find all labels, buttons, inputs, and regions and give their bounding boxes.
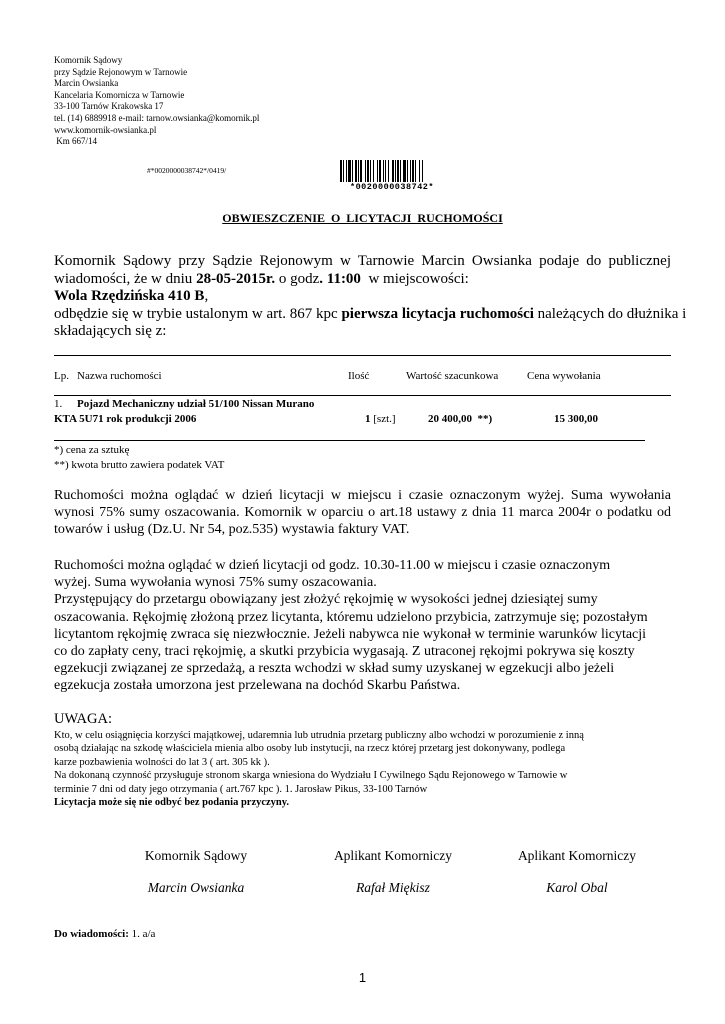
sender-line: www.komornik-owsianka.pl: [54, 124, 157, 135]
paragraph-line: towarów i usług (Dz.U. Nr 54, poz.535) wystawia faktury VAT.: [54, 522, 410, 538]
footnote: *) cena za sztukę: [54, 444, 130, 456]
table-row: [54, 413, 196, 425]
header-lp: Lp.: [54, 370, 69, 382]
signature-name: Rafał Miękisz: [356, 880, 430, 895]
intro-text: odbędzie się w trybie ustalonym w art. 867 kpc: [54, 305, 342, 322]
table-bottom-rule: [54, 440, 645, 441]
barcode-bar: [370, 160, 371, 182]
barcode-bar: [379, 160, 381, 182]
barcode-bar: [346, 160, 347, 182]
uwaga-line: terminie 7 dni od daty jego otrzymania ( art.767 kpc ). 1. Jarosław Pikus, 33-100 Tarnów: [54, 783, 428, 795]
table-row: [54, 398, 314, 410]
uwaga-block: [54, 729, 584, 809]
footnote: **) kwota brutto zawiera podatek VAT: [54, 458, 225, 471]
barcode-bar: [419, 160, 420, 182]
paragraph-line: wynosi 75% sumy oszacowania. Komornik w oparciu o art.18 ustawy z dnia 11 marca 2004r o podatku od: [54, 505, 671, 521]
barcode-bar: [392, 160, 394, 182]
row-qty: [365, 413, 396, 425]
paragraph-line: Przystępujący do przetargu obowiązany jest złożyć rękojmię w wysokości jednej dziesiątej sumy: [54, 592, 598, 608]
terms-paragraph: [54, 557, 654, 695]
signature-name: Karol Obal: [546, 880, 608, 895]
barcode-bar: [358, 160, 359, 182]
sender-line: tel. (14) 6889918 e-mail: tarnow.owsianka@komornik.pl: [54, 112, 260, 123]
barcode-bar: [365, 160, 366, 182]
intro-text: o godz: [275, 270, 320, 287]
paragraph-line: oszacowania. Rękojmię złożoną przez licytanta, któremu udzielono przybicia, zatrzymuje się; pozostałym: [54, 609, 648, 625]
barcode-bar: [412, 160, 414, 182]
distribution-note: [54, 928, 155, 940]
intro-line-2: [54, 271, 671, 289]
signature-role: Aplikant Komorniczy: [517, 848, 637, 863]
intro-line-1: Komornik Sądowy przy Sądzie Rejonowym w Tarnowie Marcin Owsianka podaje do publicznej: [54, 253, 671, 269]
paragraph-line: Ruchomości można oglądać w dzień licytacji od godz. 10.30-11.00 w miejscu i czasie oznaczonym: [54, 558, 611, 573]
header-name: Nazwa ruchomości: [77, 370, 162, 382]
row-value: 20 400,00 **): [428, 413, 493, 425]
paragraph-line: co do zapłaty ceny, traci rękojmię, a skutki przybicia wygasają. Z utraconej rękojmi pokrywa się koszty: [54, 644, 635, 660]
viewing-paragraph: [54, 487, 671, 539]
reference-code: #*0020000038742*/0419/: [147, 166, 227, 175]
signature-name: Marcin Owsianka: [147, 880, 245, 895]
uwaga-closing: [54, 796, 584, 809]
header-value: Wartość szacunkowa: [406, 370, 499, 382]
row-name-line-1: Pojazd Mechaniczny udział 51/100 Nissan Murano: [77, 398, 315, 410]
barcode-bar: [340, 160, 342, 182]
intro-text: ,: [204, 288, 209, 304]
uwaga-line: karze pozbawienia wolności do lat 3 ( art. 305 kk ).: [54, 756, 270, 768]
uwaga-line: Na dokonaną czynność przysługuje stronom skarga wniesiona do Wydziału I Cywilnego Sądu Rejonowego w Tarnowie w: [54, 770, 568, 782]
auction-type: pierwsza licytacja ruchomości: [341, 305, 534, 322]
barcode-bar: [360, 160, 362, 182]
barcode-bar: [407, 160, 408, 182]
sender-line: 33-100 Tarnów Krakowska 17: [54, 101, 164, 112]
distribution-value: 1. a/a: [128, 928, 156, 940]
uwaga-line: osobą działając na szkodę właściciela mienia albo osoby lub instytucji, na rzecz której przetarg jest dokonywany, podlega: [54, 743, 566, 755]
signature-role: Komornik Sądowy: [144, 848, 248, 863]
auction-time: . 11:00: [319, 270, 361, 287]
paragraph-line: egzekucji związanej ze sprzedażą, a reszta wchodzi w skład sumy uzyskanej w egzekucji albo jeżeli: [54, 661, 615, 677]
paragraph-line: licytantom rękojmię zwraca się niezwłocznie. Jeżeli nabywca nie wykonał w terminie warunków licytacji: [54, 626, 647, 642]
uwaga-line: Kto, w celu osiągnięcia korzyści majątkowej, udaremnia lub utrudnia przetarg publiczny albo wchodzi w porozumienie z inną: [54, 730, 584, 741]
barcode-bar: [415, 160, 416, 182]
table-footnotes: [54, 443, 224, 472]
barcode-bar: [422, 160, 423, 182]
barcode-bar: [377, 160, 378, 182]
barcode-bar: [403, 160, 406, 182]
paragraph-line: Ruchomości można oglądać w dzień licytacji w miejscu i czasie oznaczonym wyżej. Suma wywołania: [54, 488, 671, 503]
uwaga-closing-text: Licytacja może się nie odbyć bez podania przyczyny.: [54, 797, 290, 809]
table-header-rule: [54, 395, 671, 396]
barcode-bar: [348, 160, 351, 182]
document-title: OBWIESZCZENIE O LICYTACJI RUCHOMOŚCI: [222, 211, 503, 225]
page-number: 1: [358, 970, 367, 985]
signature-role: Aplikant Komorniczy: [333, 848, 453, 863]
header-price: Cena wywołania: [527, 370, 601, 382]
distribution-label: Do wiadomości:: [54, 928, 129, 940]
intro-line-5: składających się z:: [54, 323, 167, 339]
uwaga-heading: UWAGA:: [54, 711, 112, 727]
row-lp: 1.: [54, 398, 63, 410]
barcode-bar: [352, 160, 353, 182]
intro-text: wiadomości, że w dniu: [54, 270, 197, 287]
header-qty: Ilość: [348, 370, 370, 382]
barcode-bar: [343, 160, 344, 182]
intro-line-4: [54, 305, 687, 324]
barcode-bar: [383, 160, 384, 182]
sender-address-block: [54, 55, 259, 148]
row-qty-value: 1: [365, 413, 371, 425]
barcode-bar: [367, 160, 369, 182]
barcode-bar: [388, 160, 389, 182]
barcode-bar: [397, 160, 399, 182]
intro-line-3: [54, 288, 671, 306]
sender-line: przy Sądzie Rejonowym w Tarnowie: [54, 66, 188, 77]
barcode-bar: [410, 160, 411, 182]
paragraph-line: wyżej. Suma wywołania wynosi 75% sumy oszacowania.: [54, 575, 377, 591]
sender-line: Kancelaria Komornicza w Tarnowie: [54, 89, 185, 100]
auction-date: 28-05-2015r.: [196, 270, 276, 287]
barcode-bar: [385, 160, 386, 182]
barcode-text: *0020000038742*: [349, 182, 434, 192]
intro-text: w miejscowości:: [360, 270, 469, 287]
auction-place: Wola Rzędzińska 410 B: [54, 288, 205, 304]
barcode-bar: [400, 160, 401, 182]
paragraph-line: egzekucja została umorzona jest przelewana na dochód Skarbu Państwa.: [54, 678, 461, 694]
row-name-line-2: KTA 5U71 rok produkcji 2006: [54, 413, 197, 425]
barcode-bar: [373, 160, 374, 182]
row-qty-unit: [szt.]: [370, 413, 396, 425]
table-top-rule: [54, 355, 671, 356]
case-number: Km 667/14: [54, 136, 98, 147]
barcode-bar: [395, 160, 396, 182]
intro-text: należących do dłużnika i: [533, 305, 687, 322]
barcode-bar: [355, 160, 357, 182]
sender-line: Komornik Sądowy: [54, 55, 123, 65]
row-price: 15 300,00: [554, 413, 598, 425]
intro-paragraph: [54, 253, 687, 341]
sender-line: Marcin Owsianka: [54, 78, 119, 89]
